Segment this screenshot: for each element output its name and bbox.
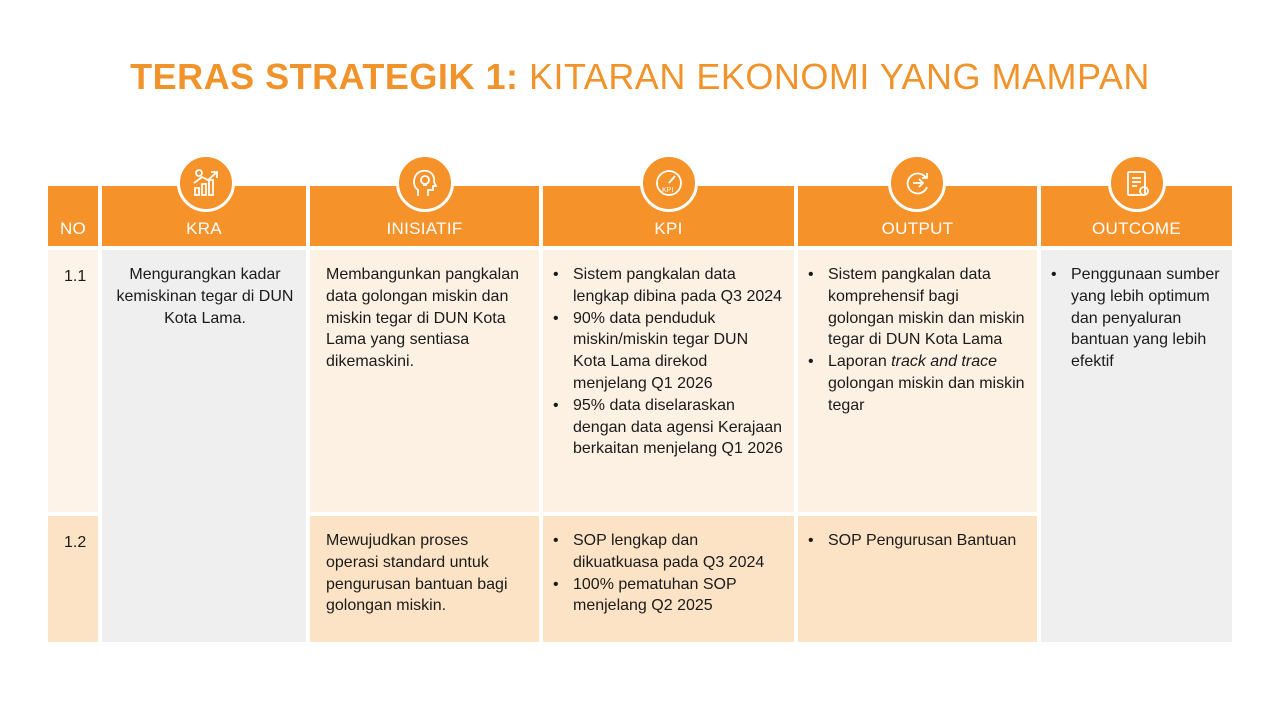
chart-growth-icon — [177, 154, 235, 212]
header-outcome: OUTCOME — [1041, 186, 1232, 246]
output-item: • SOP Pengurusan Bantuan — [802, 530, 1029, 552]
kpi-gauge-icon — [640, 154, 698, 212]
output-item: • Sistem pangkalan data komprehensif bagi golongan miskin dan miskin tegar di DUN Kota Lama — [802, 264, 1029, 351]
kpi-cell-2 — [543, 516, 794, 642]
title-light: KITARAN EKONOMI YANG MAMPAN — [528, 56, 1150, 97]
cycle-arrow-icon — [888, 154, 946, 212]
output-cell-2 — [798, 516, 1037, 642]
header-inisiatif: INISIATIF — [310, 186, 539, 246]
title-bold: TERAS STRATEGIK 1: — [130, 56, 519, 97]
kpi-item: • 90% data penduduk miskin/miskin tegar DUN Kota Lama direkod menjelang Q1 2026 — [547, 308, 784, 395]
kra-cell: Mengurangkan kadar kemiskinan tegar di DUN Kota Lama. — [102, 250, 306, 642]
kpi-item: • 95% data diselaraskan dengan data agensi Kerajaan berkaitan menjelang Q1 2026 — [547, 395, 784, 460]
output-cell-1 — [798, 250, 1037, 512]
kpi-item: • 100% pematuhan SOP menjelang Q2 2025 — [547, 574, 784, 618]
kpi-cell-1 — [543, 250, 794, 512]
outcome-item: • Penggunaan sumber yang lebih optimum dan penyaluran bantuan yang lebih efektif — [1045, 264, 1224, 373]
page-title — [0, 56, 1280, 98]
row-no-1: 1.1 — [48, 250, 98, 512]
output-item-track: • Laporan track and trace golongan miskin dan miskin tegar — [802, 351, 1029, 416]
header-kpi: KPI — [543, 186, 794, 246]
header-kra: KRA — [102, 186, 306, 246]
row-no-2: 1.2 — [48, 516, 98, 642]
svg-text:KPI: KPI — [662, 187, 674, 194]
kpi-item: • SOP lengkap dan dikuatkuasa pada Q3 2024 — [547, 530, 784, 574]
kpi-item: • Sistem pangkalan data lengkap dibina pada Q3 2024 — [547, 264, 784, 308]
inisiatif-cell-2: Mewujudkan proses operasi standard untuk pengurusan bantuan bagi golongan miskin. — [310, 516, 539, 642]
header-output: OUTPUT — [798, 186, 1037, 246]
outcome-cell — [1041, 250, 1232, 642]
header-no: NO — [48, 186, 98, 246]
inisiatif-cell-1: Membangunkan pangkalan data golongan miskin dan miskin tegar di DUN Kota Lama yang sentiasa dikemaskini. — [310, 250, 539, 512]
head-lightbulb-icon — [396, 154, 454, 212]
report-clipboard-icon — [1108, 154, 1166, 212]
